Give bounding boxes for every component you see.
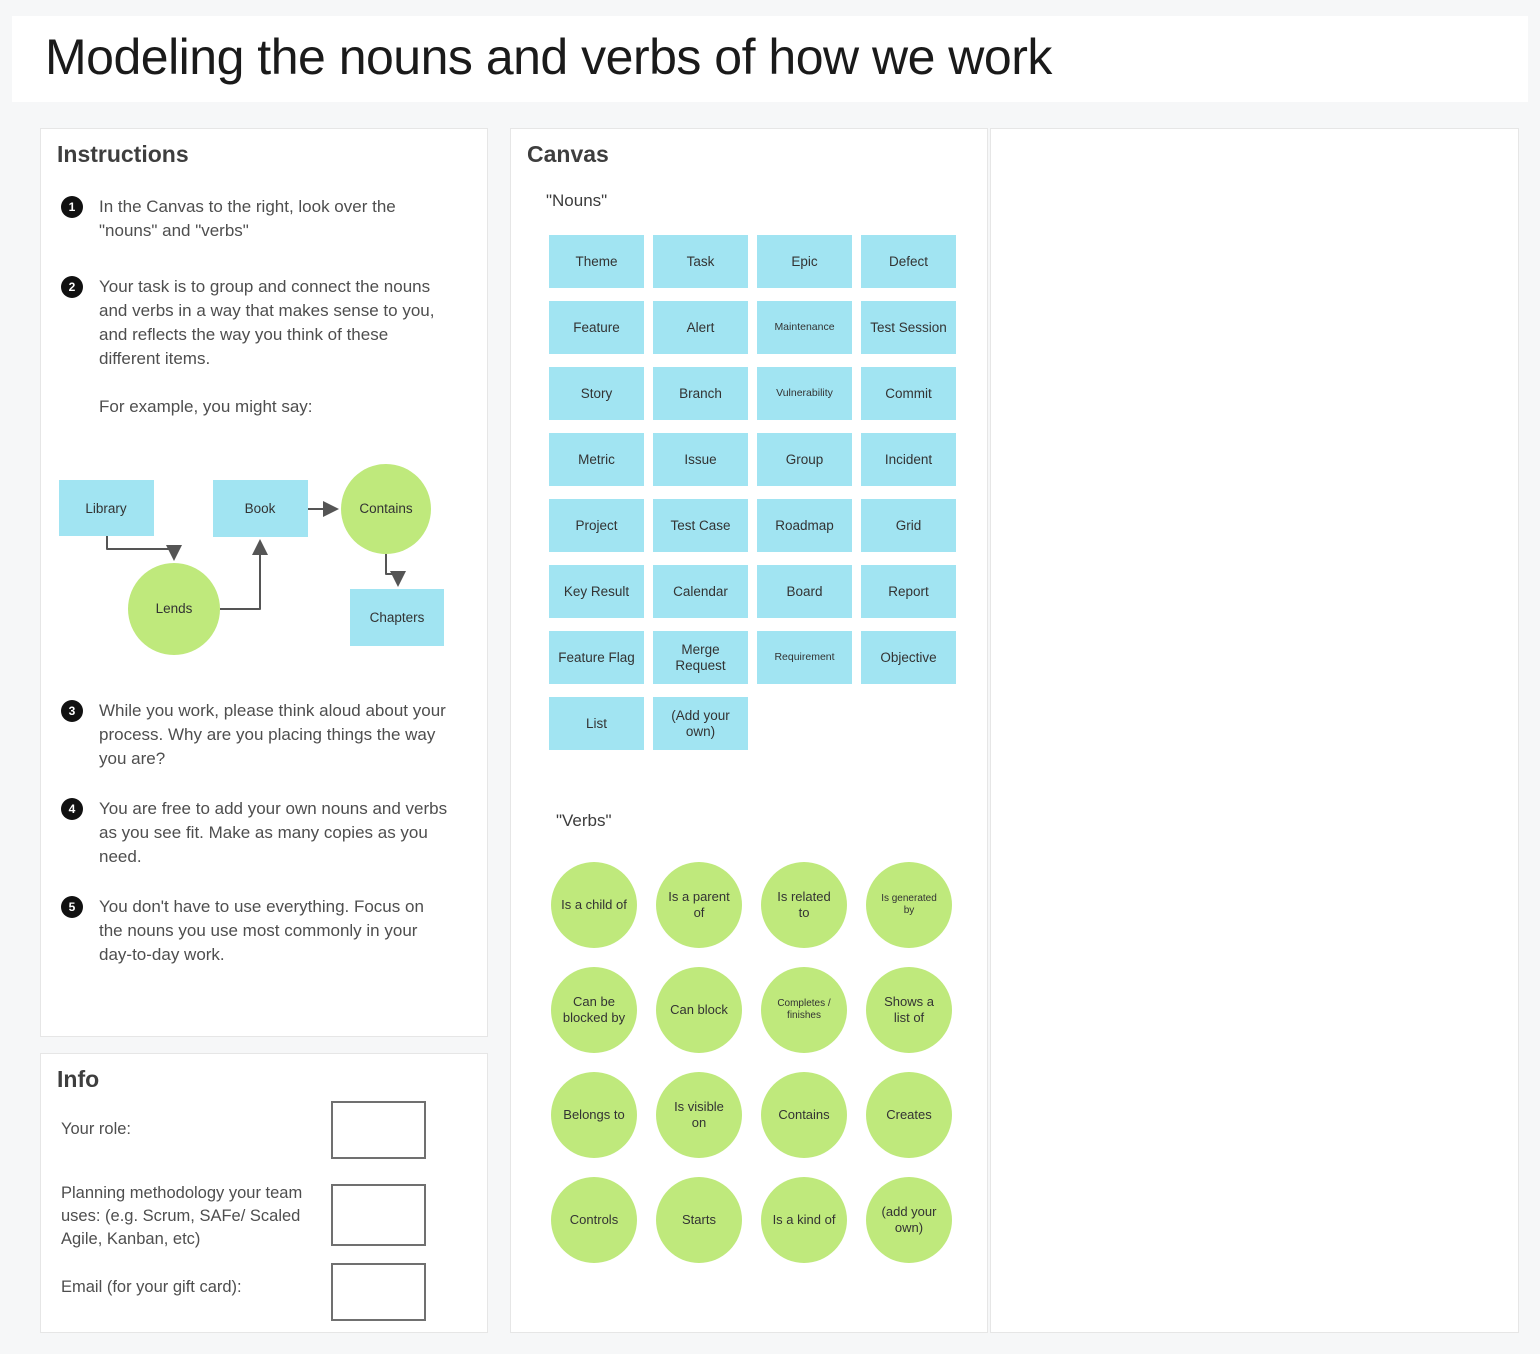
verb-card[interactable]: Starts xyxy=(656,1177,742,1263)
verb-card[interactable]: Can be blocked by xyxy=(551,967,637,1053)
step-number-badge: 1 xyxy=(61,196,83,218)
info-panel xyxy=(40,1053,488,1333)
noun-card[interactable]: List xyxy=(549,697,644,750)
verb-card[interactable]: Is generated by xyxy=(866,862,952,948)
instruction-step xyxy=(61,275,471,371)
noun-card[interactable]: Incident xyxy=(861,433,956,486)
verb-card[interactable]: Contains xyxy=(761,1072,847,1158)
verb-card[interactable]: Is related to xyxy=(761,862,847,948)
verb-card[interactable]: Is a parent of xyxy=(656,862,742,948)
verb-card[interactable]: Completes / finishes xyxy=(761,967,847,1053)
verb-card[interactable]: (add your own) xyxy=(866,1177,952,1263)
noun-card[interactable]: Commit xyxy=(861,367,956,420)
noun-card[interactable]: Feature xyxy=(549,301,644,354)
noun-card[interactable]: Report xyxy=(861,565,956,618)
noun-card[interactable]: Defect xyxy=(861,235,956,288)
noun-card[interactable]: Vulnerability xyxy=(757,367,852,420)
page-title: Modeling the nouns and verbs of how we work xyxy=(45,29,1052,85)
verb-card[interactable]: Controls xyxy=(551,1177,637,1263)
noun-card[interactable]: Grid xyxy=(861,499,956,552)
verb-card[interactable]: Shows a list of xyxy=(866,967,952,1053)
noun-card[interactable]: Project xyxy=(549,499,644,552)
verb-card[interactable]: Creates xyxy=(866,1072,952,1158)
noun-card[interactable]: Test Session xyxy=(861,301,956,354)
step-text: In the Canvas to the right, look over the "nouns" and "verbs" xyxy=(99,197,396,240)
info-heading: Info xyxy=(57,1066,100,1092)
step-number-badge: 3 xyxy=(61,700,83,722)
noun-card[interactable]: Objective xyxy=(861,631,956,684)
example-verb-contains-label: Contains xyxy=(359,501,413,516)
noun-card[interactable]: Metric xyxy=(549,433,644,486)
noun-card[interactable]: Theme xyxy=(549,235,644,288)
verb-card[interactable]: Is visible on xyxy=(656,1072,742,1158)
step-text: You are free to add your own nouns and verbs as you see fit. Make as many copies as you need. xyxy=(99,799,448,866)
example-diagram xyxy=(41,456,489,696)
connector-library-lends xyxy=(107,536,174,558)
verb-card[interactable]: Belongs to xyxy=(551,1072,637,1158)
verbs-grid xyxy=(551,862,952,1263)
noun-card[interactable]: Task xyxy=(653,235,748,288)
noun-card[interactable]: Maintenance xyxy=(757,301,852,354)
verb-card[interactable]: Is a child of xyxy=(551,862,637,948)
step-number-badge: 4 xyxy=(61,798,83,820)
noun-card[interactable]: Epic xyxy=(757,235,852,288)
role-field-label: Your role: xyxy=(61,1120,132,1138)
example-noun-library-label: Library xyxy=(85,501,127,516)
verb-card[interactable]: Is a kind of xyxy=(761,1177,847,1263)
connector-contains-chapters xyxy=(386,554,398,584)
instruction-step xyxy=(61,699,471,771)
example-noun-book-label: Book xyxy=(244,501,276,516)
noun-card[interactable]: Issue xyxy=(653,433,748,486)
verbs-section-label: "Verbs" xyxy=(556,811,612,830)
role-input-box[interactable] xyxy=(331,1101,426,1159)
canvas-heading: Canvas xyxy=(527,141,609,167)
instructions-heading: Instructions xyxy=(57,141,189,167)
noun-card[interactable]: Roadmap xyxy=(757,499,852,552)
instruction-step xyxy=(61,195,471,243)
email-input-box[interactable] xyxy=(331,1263,426,1321)
instruction-step xyxy=(61,797,471,869)
instructions-panel xyxy=(40,128,488,1037)
noun-card[interactable]: Story xyxy=(549,367,644,420)
noun-card[interactable]: Feature Flag xyxy=(549,631,644,684)
step-number-badge: 2 xyxy=(61,276,83,298)
verb-card[interactable]: Can block xyxy=(656,967,742,1053)
example-intro-text: For example, you might say: xyxy=(99,397,313,416)
workspace-panel[interactable] xyxy=(990,128,1519,1333)
canvas-panel xyxy=(510,128,988,1333)
connector-lends-book xyxy=(220,542,260,609)
noun-card[interactable]: Key Result xyxy=(549,565,644,618)
noun-card[interactable]: Calendar xyxy=(653,565,748,618)
noun-card[interactable]: Merge Request xyxy=(653,631,748,684)
step-text: You don't have to use everything. Focus on the nouns you use most commonly in your day-to-day work. xyxy=(99,897,424,964)
noun-card[interactable]: Test Case xyxy=(653,499,748,552)
noun-card[interactable]: Requirement xyxy=(757,631,852,684)
noun-card[interactable]: Board xyxy=(757,565,852,618)
instruction-step xyxy=(61,895,471,967)
nouns-section-label: "Nouns" xyxy=(546,191,608,210)
step-text: Your task is to group and connect the nouns and verbs in a way that makes sense to you, and reflects the way you think of these different items. xyxy=(99,277,435,368)
nouns-grid xyxy=(549,235,956,750)
email-field-label: Email (for your gift card): xyxy=(61,1278,242,1296)
example-noun-chapters-label: Chapters xyxy=(369,610,425,625)
step-number-badge: 5 xyxy=(61,896,83,918)
noun-card[interactable]: Alert xyxy=(653,301,748,354)
noun-card[interactable]: (Add your own) xyxy=(653,697,748,750)
noun-card[interactable]: Branch xyxy=(653,367,748,420)
example-verb-lends-label: Lends xyxy=(155,601,193,616)
noun-card[interactable]: Group xyxy=(757,433,852,486)
methodology-input-box[interactable] xyxy=(331,1184,426,1246)
methodology-field-label: Planning methodology your team uses: (e.g. Scrum, SAFe/ Scaled Agile, Kanban, etc) xyxy=(61,1184,303,1248)
step-text: While you work, please think aloud about your process. Why are you placing things the way you are? xyxy=(99,701,446,768)
